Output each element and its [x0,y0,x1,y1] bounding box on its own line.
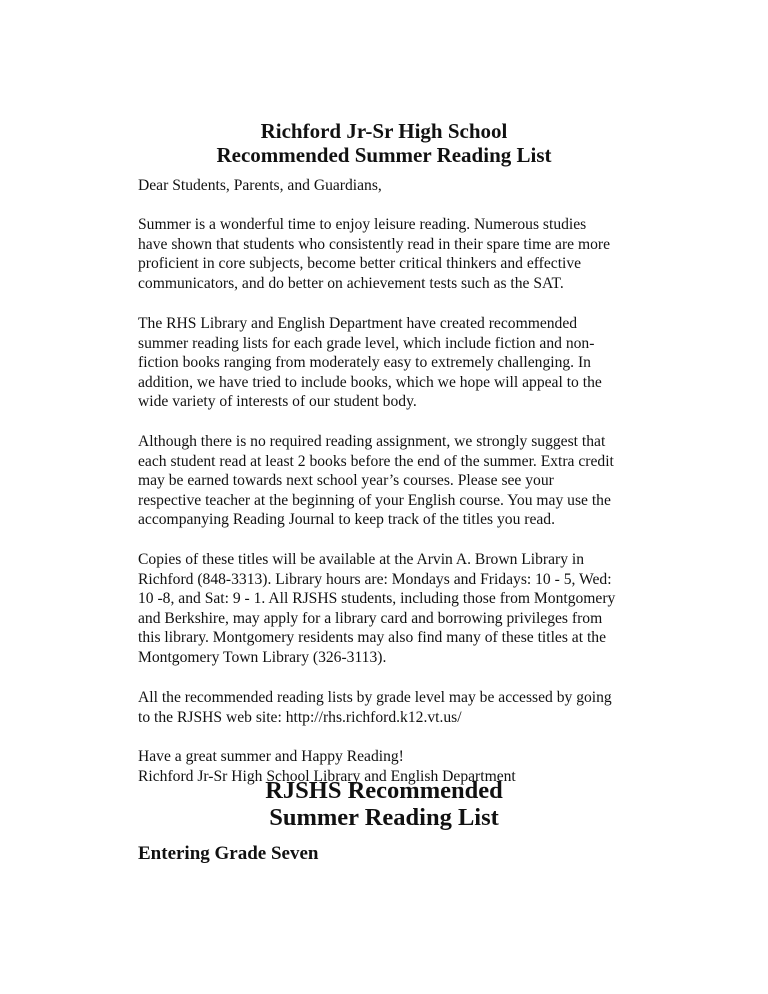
document-title-line-1: Richford Jr-Sr High School [260,119,508,143]
paragraph-leisure-reading [138,215,658,293]
section-title-line-2: Summer Reading List [269,804,499,831]
paragraph-line: respective teacher at the beginning of your English course. You may use the [138,491,611,509]
paragraph-line: Summer is a wonderful time to enjoy leisure reading. Numerous studies [138,216,587,233]
paragraph-assignment [138,432,658,530]
paragraph-line: All the recommended reading lists by grade level may be accessed by going [138,689,612,706]
paragraph-line: communicators, and do better on achievement tests such as the SAT. [138,274,564,292]
paragraph-line: to the RJSHS web site: http://rhs.richford.k12.vt.us/ [138,708,462,726]
paragraph-line: 10 -8, and Sat: 9 - 1. All RJSHS students, including those from Montgomery [138,590,616,607]
closing-signature: Richford Jr-Sr High School Library and English Department [138,767,516,785]
paragraph-line: may be earned towards next school year’s courses. Please see your [138,472,554,489]
paragraph-line: Copies of these titles will be available at the Arvin A. Brown Library in [138,551,585,568]
paragraph-library-info [138,550,658,667]
paragraph-line: Although there is no required reading assignment, we strongly suggest that [138,433,606,450]
paragraph-line: each student read at least 2 books before the end of the summer. Extra credit [138,452,614,470]
paragraph-line: and Berkshire, may apply for a library card and borrowing privileges from [138,609,603,627]
section-title-line-1: RJSHS Recommended [265,777,503,804]
grade-heading: Entering Grade Seven [138,843,319,864]
paragraph-line: proficient in core subjects, become better critical thinkers and effective [138,255,582,272]
paragraph-website [138,688,658,727]
paragraph-line: this library. Montgomery residents may also find many of these titles at the [138,629,607,646]
paragraph-line: Montgomery Town Library (326-3113). [138,648,387,666]
document-title-line-2: Recommended Summer Reading List [216,143,552,167]
paragraph-line: have shown that students who consistently read in their spare time are more [138,235,611,253]
paragraph-line: addition, we have tried to include books, which we hope will appeal to the [138,373,602,391]
paragraph-line: wide variety of interests of our student body. [138,393,417,410]
paragraph-line: The RHS Library and English Department have created recommended [138,315,578,332]
paragraph-line: Richford (848-3313). Library hours are: Mondays and Fridays: 10 - 5, Wed: [138,570,612,588]
paragraph-line: fiction books ranging from moderately easy to extremely challenging. In [138,354,591,371]
paragraph-line: summer reading lists for each grade level, which include fiction and non- [138,334,595,352]
paragraph-line: accompanying Reading Journal to keep track of the titles you read. [138,511,555,528]
paragraph-reading-lists [138,314,658,412]
greeting: Dear Students, Parents, and Guardians, [138,177,382,194]
closing-line: Have a great summer and Happy Reading! [138,748,404,765]
